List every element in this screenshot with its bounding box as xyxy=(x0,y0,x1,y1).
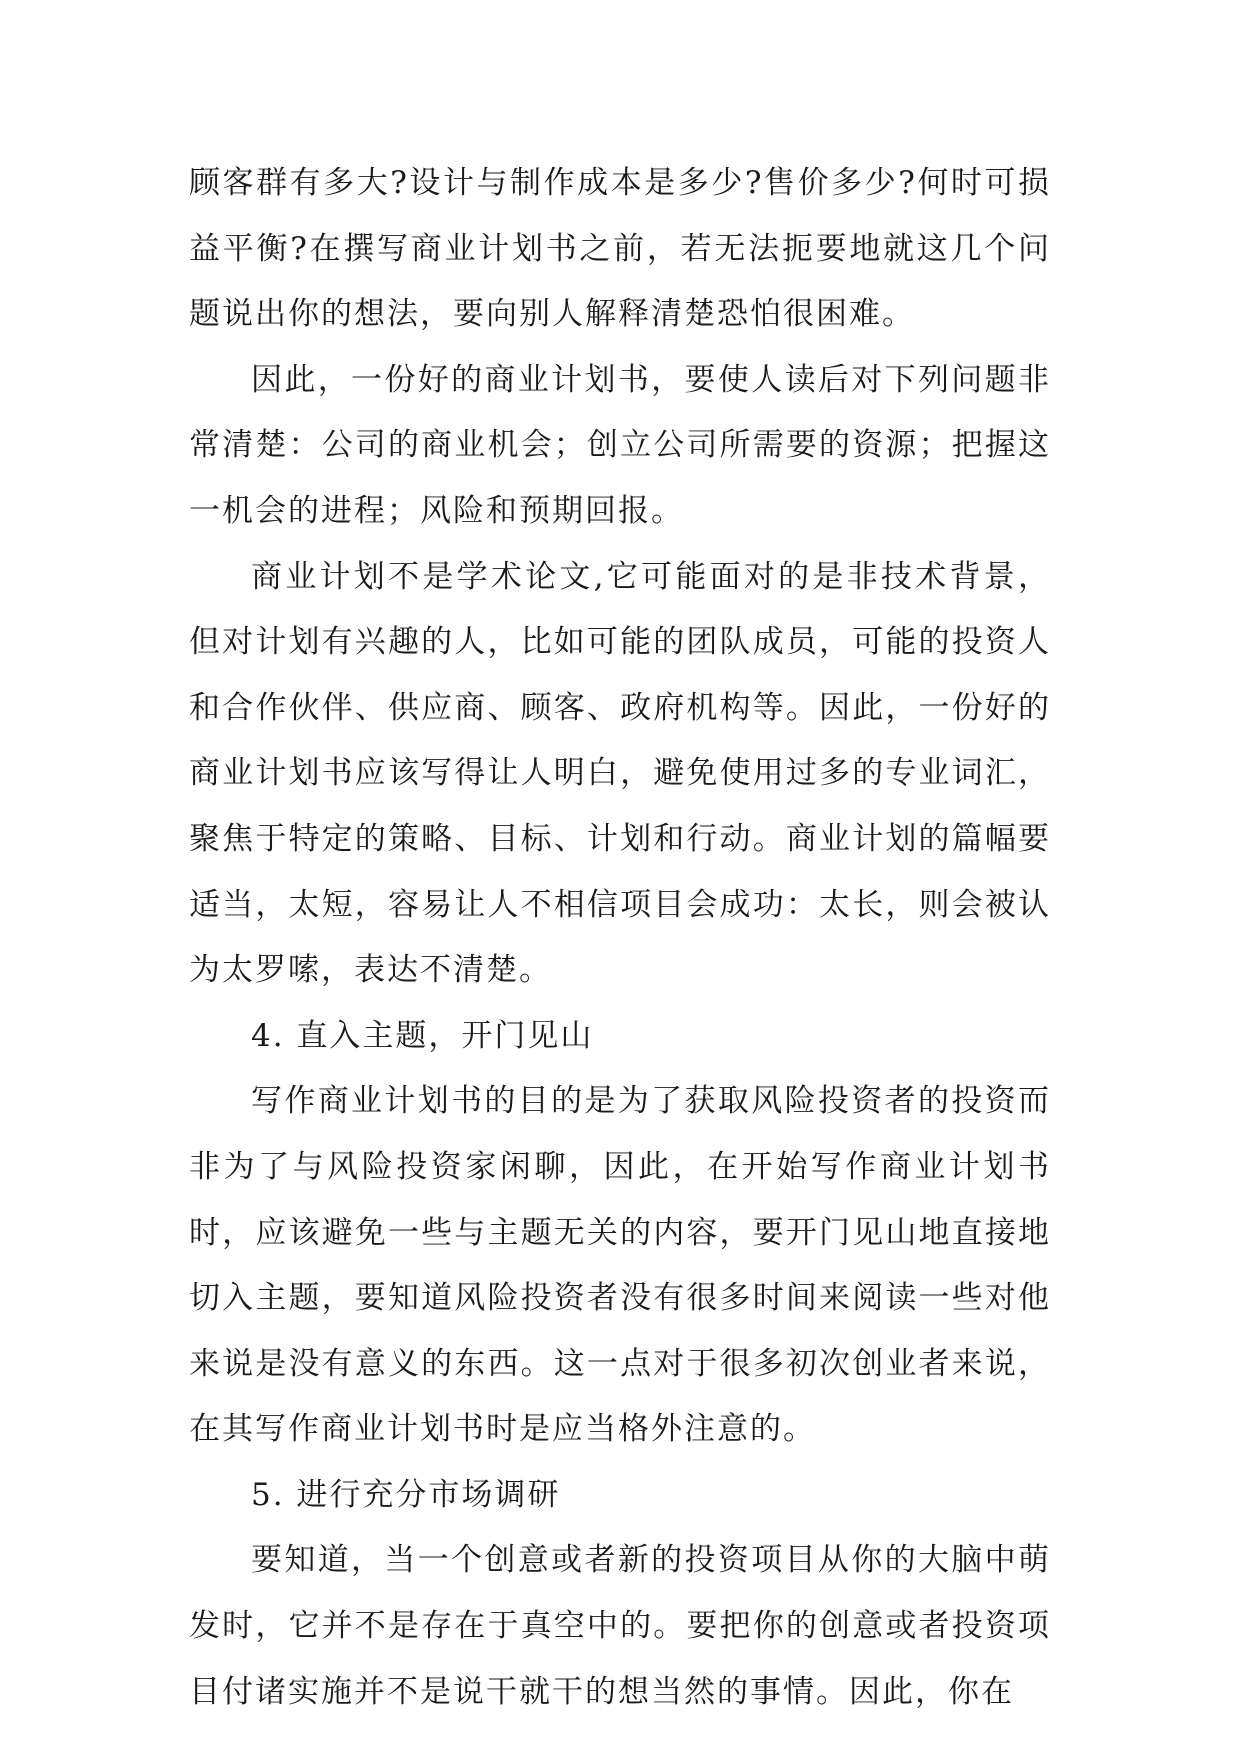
paragraph: 要知道，当一个创意或者新的投资项目从你的大脑中萌发时，它并不是存在于真空中的。要把你的创意或者投资项目付诸实施并不是说干就干的想当然的事情。因此，你在 xyxy=(189,1542,1051,1710)
paragraph-continued: 顾客群有多大?设计与制作成本是多少?售价多少?何时可损益平衡?在撰写商业计划书之前，若无法扼要地就这几个问题说出你的想法，要向别人解释清楚恐怕很困难。 xyxy=(189,165,1051,333)
section-heading: 4. 直入主题，开门见山 xyxy=(251,1017,594,1054)
paragraph: 商业计划不是学术论文,它可能面对的是非技术背景，但对计划有兴趣的人，比如可能的团队成员，可能的投资人和合作伙伴、供应商、顾客、政府机构等。因此，一份好的商业计划书应该写得让人明白，避免使用过多的专业词汇，聚焦于特定的策略、目标、计划和行动。商业计划的篇幅要适当，太短，容易让人不相信项目会成功：太长，则会被认为太罗嗦，表达不清楚。 xyxy=(189,558,1051,989)
body-text xyxy=(189,151,1051,1725)
section-heading: 5. 进行充分市场调研 xyxy=(251,1476,561,1513)
paragraph: 写作商业计划书的目的是为了获取风险投资者的投资而非为了与风险投资家闲聊，因此，在开始写作商业计划书时，应该避免一些与主题无关的内容，要开门见山地直接地切入主题，要知道风险投资者没有很多时间来阅读一些对他来说是没有意义的东西。这一点对于很多初次创业者来说，在其写作商业计划书时是应当格外注意的。 xyxy=(189,1083,1051,1448)
paragraph: 因此，一份好的商业计划书，要使人读后对下列问题非常清楚：公司的商业机会；创立公司所需要的资源；把握这一机会的进程；风险和预期回报。 xyxy=(189,361,1051,529)
